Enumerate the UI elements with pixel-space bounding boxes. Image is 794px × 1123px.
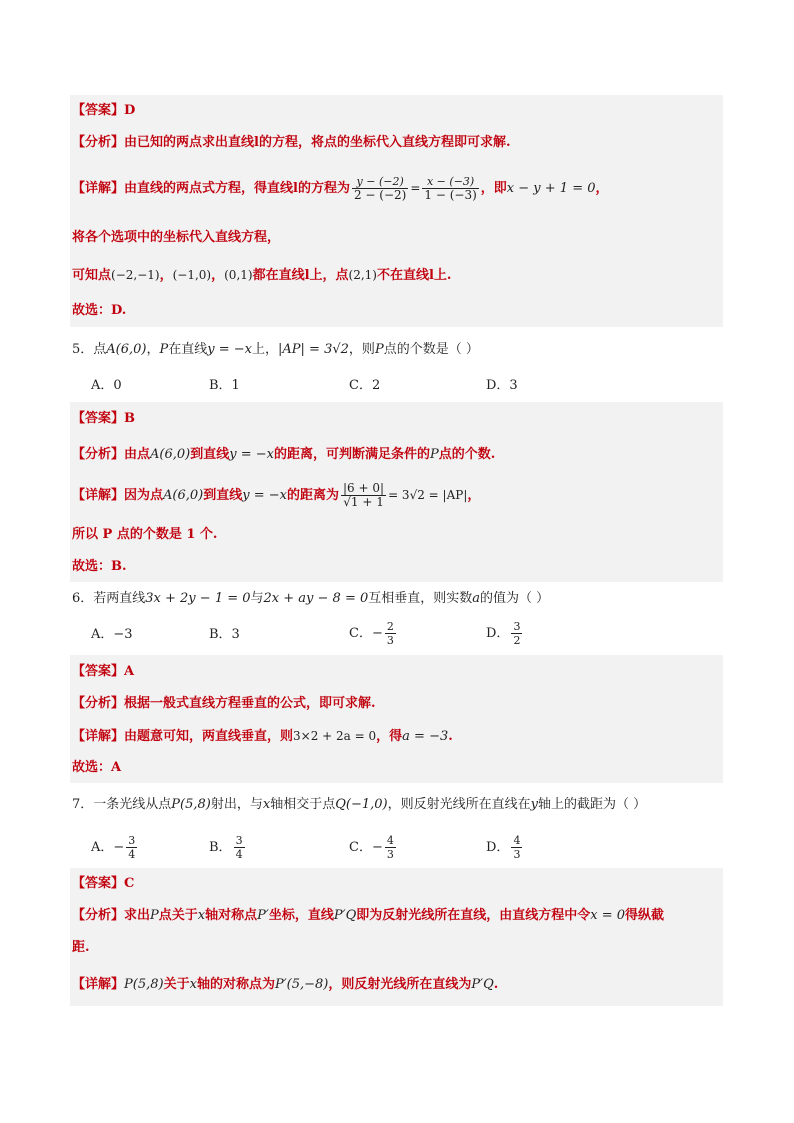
q7-option-a: A．− $\frac{3}{4}$: [91, 834, 136, 861]
q6-option-b: B．3: [209, 627, 240, 642]
q7-option-b: B． $\frac{3}{4}$: [209, 834, 243, 861]
q4-detail: 【详解】由直线的两点式方程，得直线l的方程为 $\frac{y - (-2)}{2 - (-2)}$ = $\frac{x - (-3)}{1 - (-3)}$ ，即x − y + 1 = 0，: [72, 175, 609, 202]
q4-detail-line3: 可知点(−2,−1)，(−1,0)，(0,1)都在直线l上，点(2,1)不在直线l上.: [72, 268, 452, 283]
q7-stem: 7．一条光线从点P(5,8)射出，与x轴相交于点Q(−1,0)，则反射光线所在直线在y轴上的截距为（ ）: [72, 797, 647, 812]
q4-fraction-2: $\frac{x - (-3)}{1 - (-3)}$: [424, 175, 477, 202]
q5-option-c: C．2: [349, 378, 381, 393]
q5-detail-line2: 所以 P 点的个数是 1 个.: [72, 527, 218, 542]
q4-answer: 【答案】D: [72, 103, 136, 118]
q7-option-d: D． $\frac{4}{3}$: [486, 834, 521, 861]
q4-fraction-1: $\frac{y - (-2)}{2 - (-2)}$: [353, 175, 407, 202]
q6-choose: 故选：A: [72, 760, 122, 775]
q6-stem: 6．若两直线3x + 2y − 1 = 0与2x + ay − 8 = 0互相垂直，则实数a的值为（ ）: [72, 591, 550, 606]
q4-solution-block: [70, 95, 723, 327]
q4-choose: 故选：D.: [72, 303, 127, 318]
q6-option-a: A．−3: [91, 627, 133, 642]
q7-answer: 【答案】C: [72, 876, 135, 891]
q5-stem: 5．点A(6,0)，P在直线y = −x上，|AP| = 3√2，则P点的个数是（ ）: [72, 342, 479, 357]
q5-option-a: A．0: [91, 378, 122, 393]
q6-solution-block: [70, 655, 723, 783]
q5-option-b: B．1: [209, 378, 240, 393]
q4-detail-line2: 将各个选项中的坐标代入直线方程，: [72, 230, 281, 245]
q6-option-c: C．− $\frac{2}{3}$: [349, 620, 394, 647]
q5-choose: 故选：B.: [72, 559, 127, 574]
q6-answer: 【答案】A: [72, 664, 135, 679]
q7-option-c: C．− $\frac{4}{3}$: [349, 834, 394, 861]
q6-detail: 【详解】由题意可知，两直线垂直，则3×2 + 2a = 0，得a = −3.: [72, 729, 453, 744]
q4-analysis: 【分析】由已知的两点求出直线l的方程，将点的坐标代入直线方程即可求解.: [72, 135, 511, 150]
q5-analysis: 【分析】由点A(6,0)到直线y = −x的距离，可判断满足条件的P点的个数.: [72, 447, 496, 462]
q5-distance-fraction: $\frac{|6 + 0|}{√1 + 1}$: [343, 481, 385, 509]
q7-detail: 【详解】P(5,8)关于x轴的对称点为P′(5,−8)，则反射光线所在直线为P′Q.: [72, 977, 499, 992]
q6-analysis: 【分析】根据一般式直线方程垂直的公式，即可求解.: [72, 696, 376, 711]
q7-analysis: 【分析】求出P点关于x轴对称点P′坐标，直线P′Q即为反射光线所在直线，由直线方程中令x = 0得纵截: [72, 908, 665, 923]
q7-analysis-line2: 距.: [72, 940, 90, 955]
q5-answer: 【答案】B: [72, 411, 136, 426]
q6-option-d: D． $\frac{3}{2}$: [486, 620, 521, 647]
q5-detail: 【详解】因为点A(6,0)到直线y = −x的距离为 $\frac{|6 + 0|}{√1 + 1}$ = 3√2 = |AP|，: [72, 481, 481, 509]
q5-option-d: D．3: [486, 378, 518, 393]
